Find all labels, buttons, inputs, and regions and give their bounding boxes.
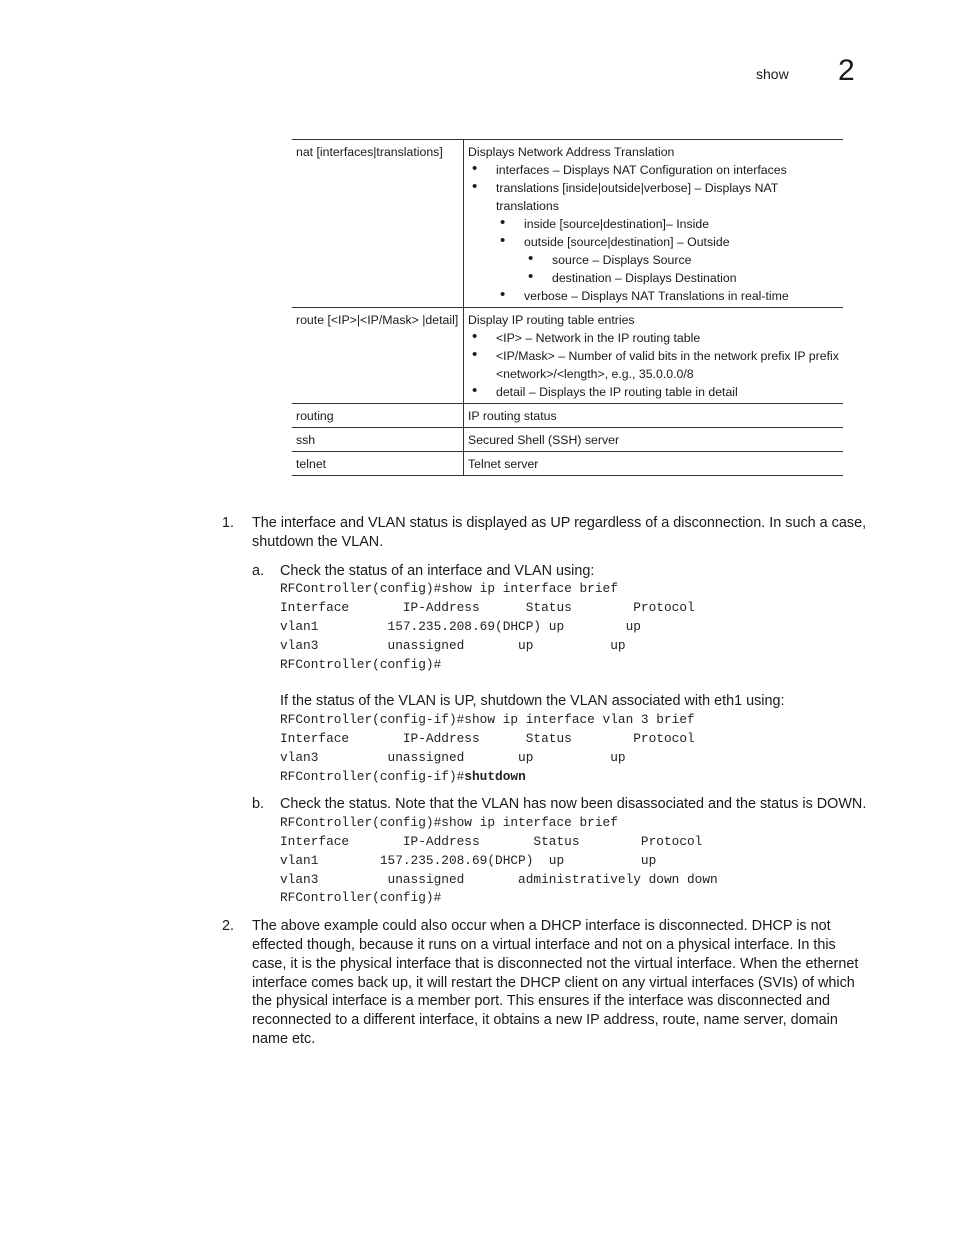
bullet-item: • <IP> – Network in the IP routing table — [468, 329, 839, 347]
code-command-bold: shutdown — [464, 768, 526, 784]
header-label: show — [756, 66, 789, 82]
command-cell: route [<IP>|<IP/Mask> |detail] — [292, 308, 464, 404]
bullet-item: • detail – Displays the IP routing table in detail — [468, 383, 839, 401]
command-table-body — [292, 140, 843, 476]
substep-b — [252, 795, 872, 908]
table-row — [292, 140, 843, 308]
code-lines: RFController(config-if)#show ip interface vlan 3 brief Interface IP-Address Status Protocol vlan3 unassigned up up — [280, 712, 695, 765]
step-text: The above example could also occur when a DHCP interface is disconnected. DHCP is not effected though, because it runs on a virtual interface and not on a physical interface. In this case, it is the physical interface that is disconnected not the virtual interface. When the ethernet interface comes back up, it will restart the DHCP client on any virtual interfaces (SVIs) of which the physical interface is a member port. This ensures if the interface was disconnected and reconnected to a different interface, it obtains a new IP address, route, name server, domain name etc. — [252, 918, 859, 1047]
description-text: Display IP routing table entries — [468, 313, 635, 327]
description-cell — [464, 452, 844, 476]
substep-text: Check the status of an interface and VLAN using: — [280, 562, 595, 579]
code-block: RFController(config)#show ip interface brief Interface IP-Address Status Protocol vlan1 157.235.208.69(DHCP) up up vlan3 unassigned administratively down down RFController(config)# — [280, 815, 718, 906]
bullet-item: • translations [inside|outside|verbose] – Displays NAT translations — [468, 179, 839, 215]
command-cell: ssh — [292, 428, 464, 452]
code-prompt: RFController(config-if)# — [280, 768, 465, 784]
bullet-item: • verbose – Displays NAT Translations in real-time — [468, 287, 839, 305]
command-cell: telnet — [292, 452, 464, 476]
substep-text: Check the status. Note that the VLAN has now been disassociated and the status is DOWN. — [280, 796, 867, 813]
table-row — [292, 308, 843, 404]
description-text: Displays Network Address Translation — [468, 145, 675, 159]
description-cell — [464, 308, 844, 404]
bullet-item: • destination – Displays Destination — [468, 269, 839, 287]
description-text: Telnet server — [468, 457, 539, 471]
step-text: The interface and VLAN status is displayed as UP regardless of a disconnection. In such a case, shutdown the VLAN. — [252, 515, 867, 550]
substep-label: a. — [252, 562, 265, 579]
step-number: 1. — [222, 515, 235, 531]
steps-list — [222, 514, 872, 1049]
bullet-item: • outside [source|destination] – Outside — [468, 233, 839, 251]
description-cell — [464, 404, 844, 428]
substep-text: If the status of the VLAN is UP, shutdown the VLAN associated with eth1 using: — [280, 693, 785, 710]
code-block — [280, 711, 872, 786]
command-cell: nat [interfaces|translations] — [292, 140, 464, 308]
description-text: Secured Shell (SSH) server — [468, 433, 620, 447]
bullet-list — [468, 329, 839, 401]
bullet-item: • <IP/Mask> – Number of valid bits in the network prefix IP prefix <network>/<length>, e.g., 35.0.0.0/8 — [468, 347, 839, 383]
command-cell: routing — [292, 404, 464, 428]
table-row — [292, 404, 843, 428]
bullet-list — [468, 161, 839, 305]
bullet-item: • interfaces – Displays NAT Configuration on interfaces — [468, 161, 839, 179]
table-row — [292, 428, 843, 452]
bullet-item: • inside [source|destination]– Inside — [468, 215, 839, 233]
step-2 — [222, 917, 872, 1049]
description-text: IP routing status — [468, 409, 557, 423]
code-block: RFController(config)#show ip interface brief Interface IP-Address Status Protocol vlan1 157.235.208.69(DHCP) up up vlan3 unassigned up up RFController(config)# — [280, 581, 695, 672]
bullet-item: • source – Displays Source — [468, 251, 839, 269]
description-cell — [464, 428, 844, 452]
chapter-number: 2 — [838, 54, 855, 87]
substep-a — [252, 562, 872, 787]
table-row — [292, 452, 843, 476]
step-1 — [222, 514, 872, 908]
command-table — [292, 139, 843, 476]
description-cell — [464, 140, 844, 308]
substep-label: b. — [252, 796, 265, 813]
step-number: 2. — [222, 918, 235, 935]
